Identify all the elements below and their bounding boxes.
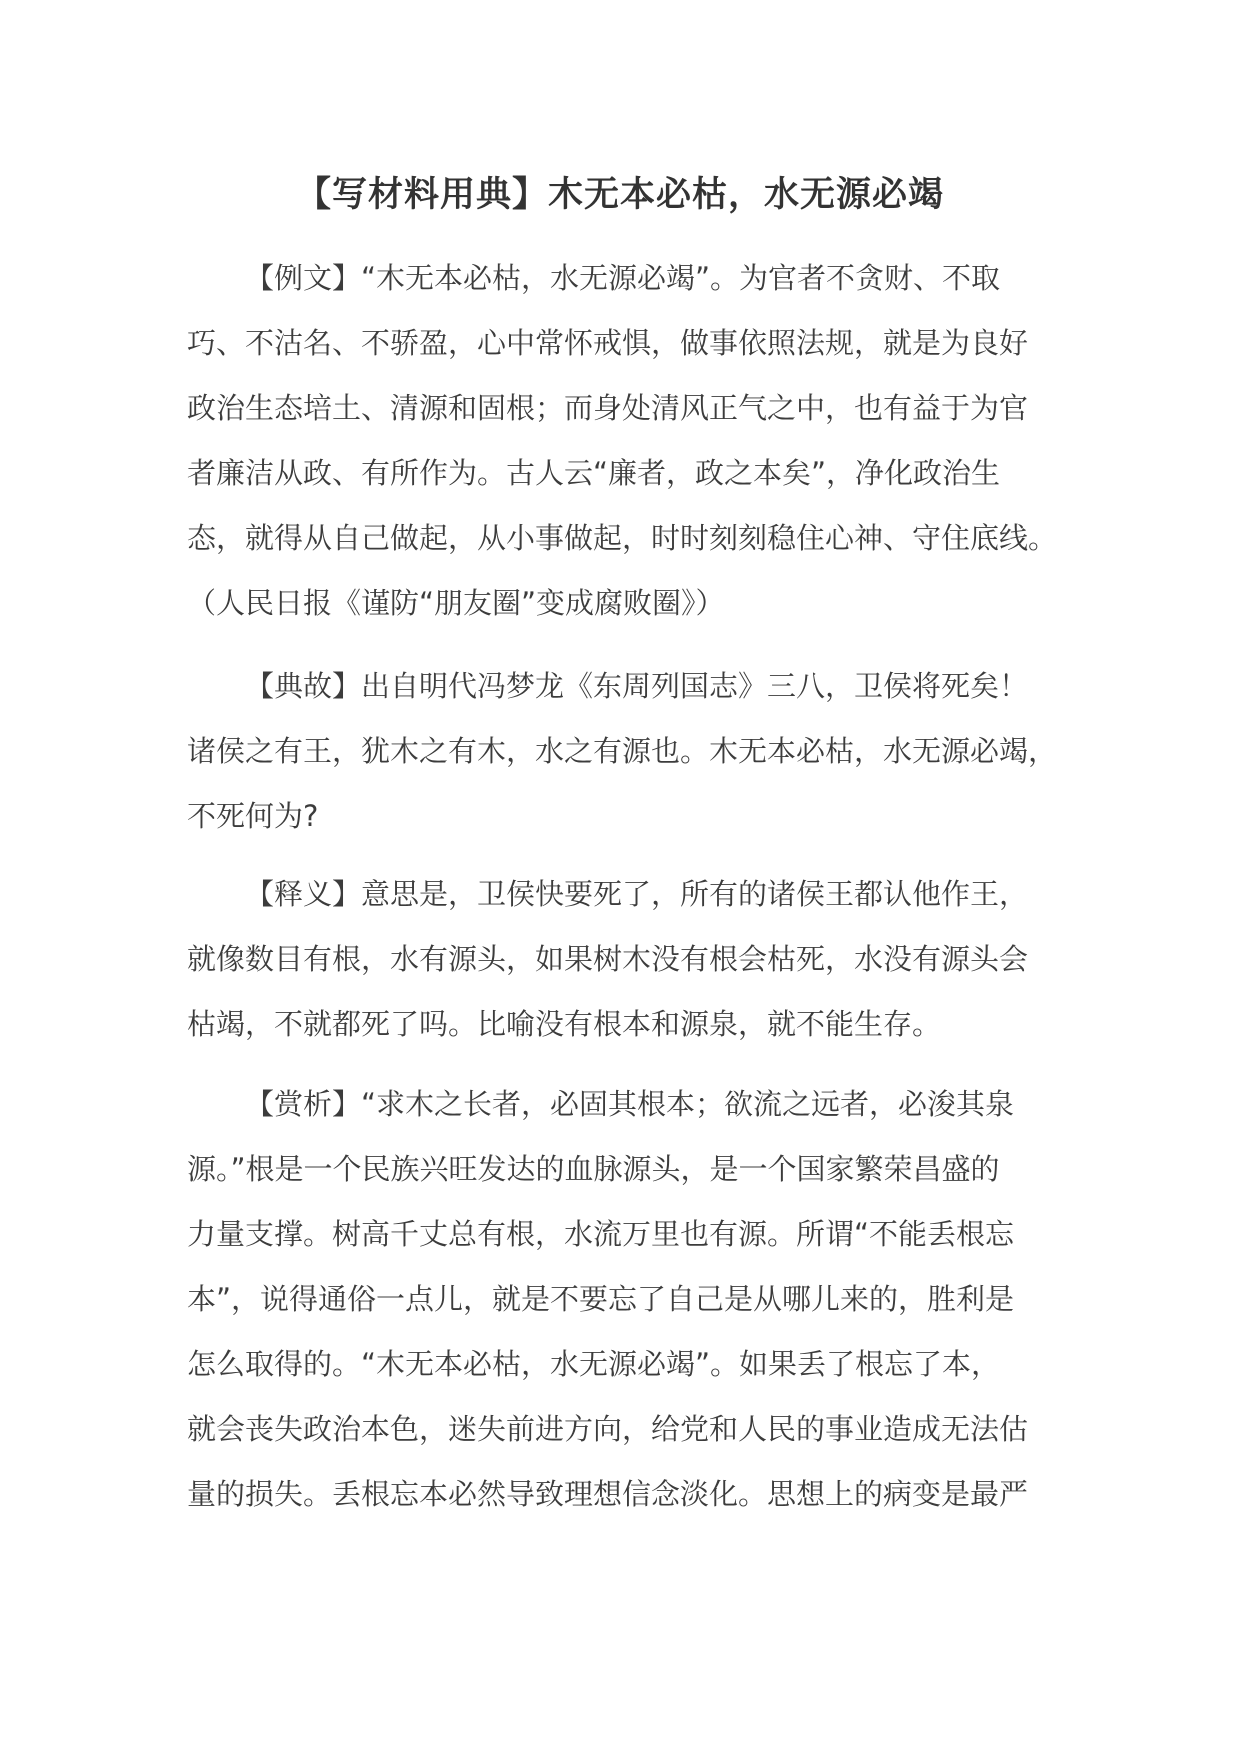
paragraph-line: 巧、不沽名、不骄盈，心中常怀戒惧，做事依照法规，就是为良好	[187, 326, 1029, 360]
paragraph-line: 量的损失。丢根忘本必然导致理想信念淡化。思想上的病变是最严	[187, 1477, 1029, 1511]
paragraph-line: 怎么取得的。“木无本必枯，水无源必竭”。如果丢了根忘了本，	[187, 1347, 1001, 1381]
paragraph-line: 态，就得从自己做起，从小事做起，时时刻刻稳住心神、守住底线。	[187, 521, 1058, 555]
paragraph-line: 力量支撑。树高千丈总有根，水流万里也有源。所谓“不能丢根忘	[187, 1217, 1015, 1251]
section-meaning	[187, 862, 1087, 1057]
paragraph-line: 【释义】意思是，卫侯快要死了，所有的诸侯王都认他作王，	[245, 877, 1029, 911]
paragraph-line: 【典故】出自明代冯梦龙《东周列国志》三八，卫侯将死矣！	[245, 669, 1029, 703]
section-example	[187, 246, 1087, 636]
paragraph-line: 者廉洁从政、有所作为。古人云“廉者，政之本矣”，净化政治生	[187, 456, 1001, 490]
paragraph-line: 不死何为?	[187, 799, 319, 833]
paragraph-line: 就像数目有根，水有源头，如果树木没有根会枯死，水没有源头会	[187, 942, 1029, 976]
paragraph-line: 诸侯之有王，犹木之有木，水之有源也。木无本必枯，水无源必竭，	[187, 734, 1058, 768]
paragraph-line: 政治生态培土、清源和固根；而身处清风正气之中，也有益于为官	[187, 391, 1029, 425]
document-title: 【写材料用典】木无本必枯，水无源必竭	[295, 175, 944, 215]
paragraph-line: 就会丧失政治本色，迷失前进方向，给党和人民的事业造成无法估	[187, 1412, 1029, 1446]
paragraph-line: （人民日报《谨防“朋友圈”变成腐败圈》）	[187, 586, 725, 620]
paragraph-line: 【赏析】“求木之长者，必固其根本；欲流之远者，必浚其泉	[245, 1087, 1015, 1121]
paragraph-line: 源。”根是一个民族兴旺发达的血脉源头，是一个国家繁荣昌盛的	[187, 1152, 1000, 1186]
section-analysis	[187, 1072, 1087, 1527]
section-origin	[187, 654, 1087, 849]
paragraph-line: 枯竭，不就都死了吗。比喻没有根本和源泉，就不能生存。	[187, 1007, 942, 1041]
paragraph-line: 本”，说得通俗一点儿，就是不要忘了自己是从哪儿来的，胜利是	[187, 1282, 1015, 1316]
paragraph-line: 【例文】“木无本必枯，水无源必竭”。为官者不贪财、不取	[245, 261, 1001, 295]
